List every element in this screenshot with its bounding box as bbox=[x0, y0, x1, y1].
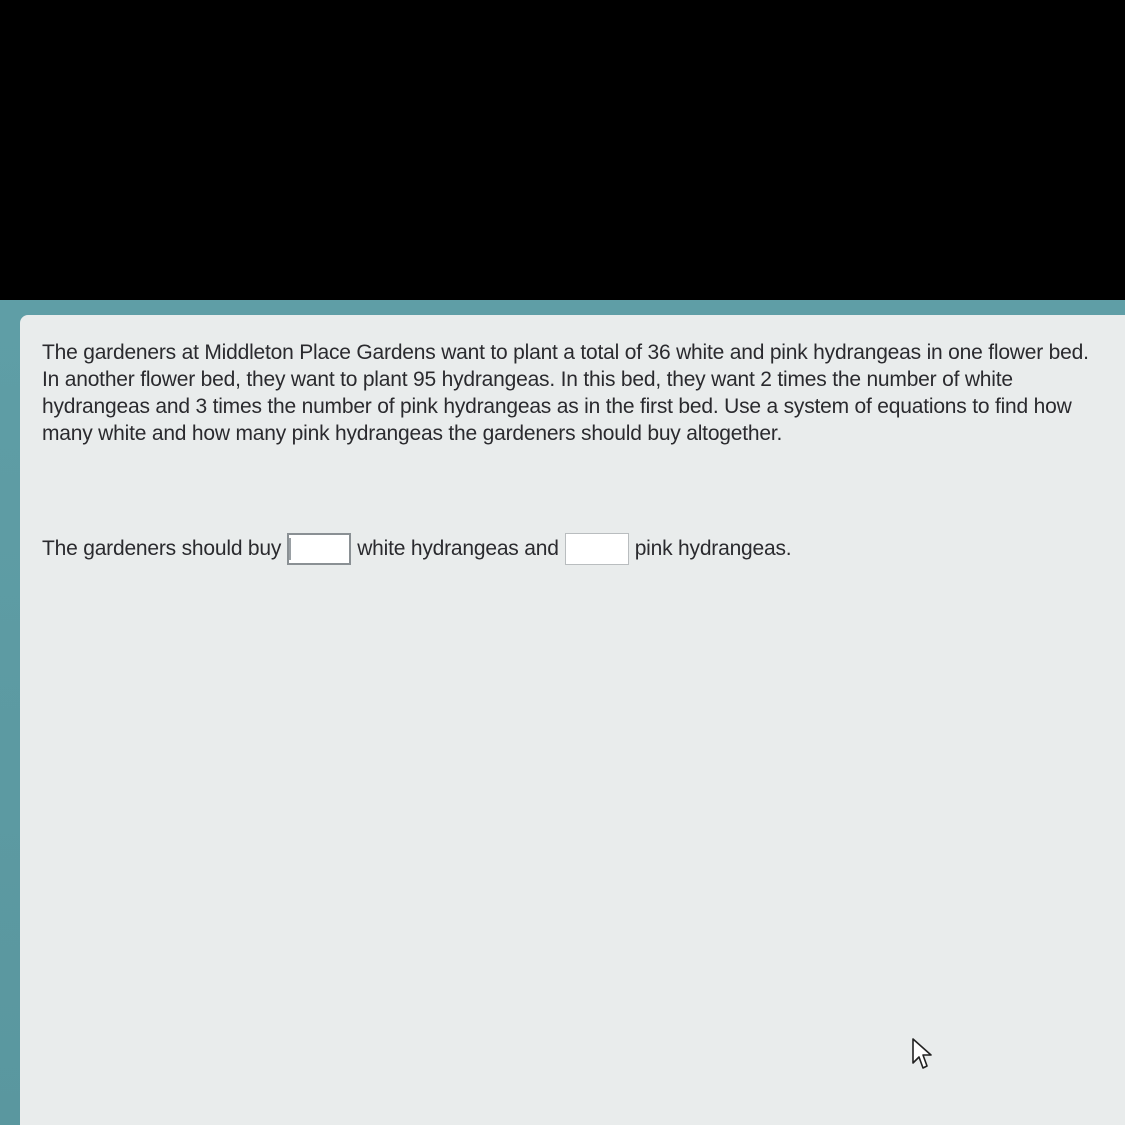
white-hydrangeas-input[interactable] bbox=[287, 533, 351, 565]
answer-suffix: pink hydrangeas. bbox=[634, 537, 792, 560]
answer-sentence bbox=[42, 531, 791, 567]
pink-answer-wrap bbox=[559, 533, 635, 565]
text-caret bbox=[289, 538, 291, 560]
answer-prefix: The gardeners should buy bbox=[42, 537, 282, 560]
pink-hydrangeas-input[interactable] bbox=[565, 533, 629, 565]
white-answer-wrap bbox=[281, 533, 357, 565]
answer-middle: white hydrangeas and bbox=[357, 537, 559, 560]
question-panel bbox=[20, 315, 1125, 1125]
screen-bezel bbox=[0, 0, 1125, 300]
question-text: The gardeners at Middleton Place Gardens want to plant a total of 36 white and pink hydrangeas in one flower bed. In another flower bed, they want to plant 95 hydrangeas. In this bed, they want 2 times the number of white hydrangeas and 3 times the number of pink hydrangeas as in the first bed. Use a system of equations to find how many white and how many pink hydrangeas the gardeners should buy altogether. bbox=[42, 341, 1089, 445]
mouse-pointer-icon bbox=[911, 1037, 935, 1071]
